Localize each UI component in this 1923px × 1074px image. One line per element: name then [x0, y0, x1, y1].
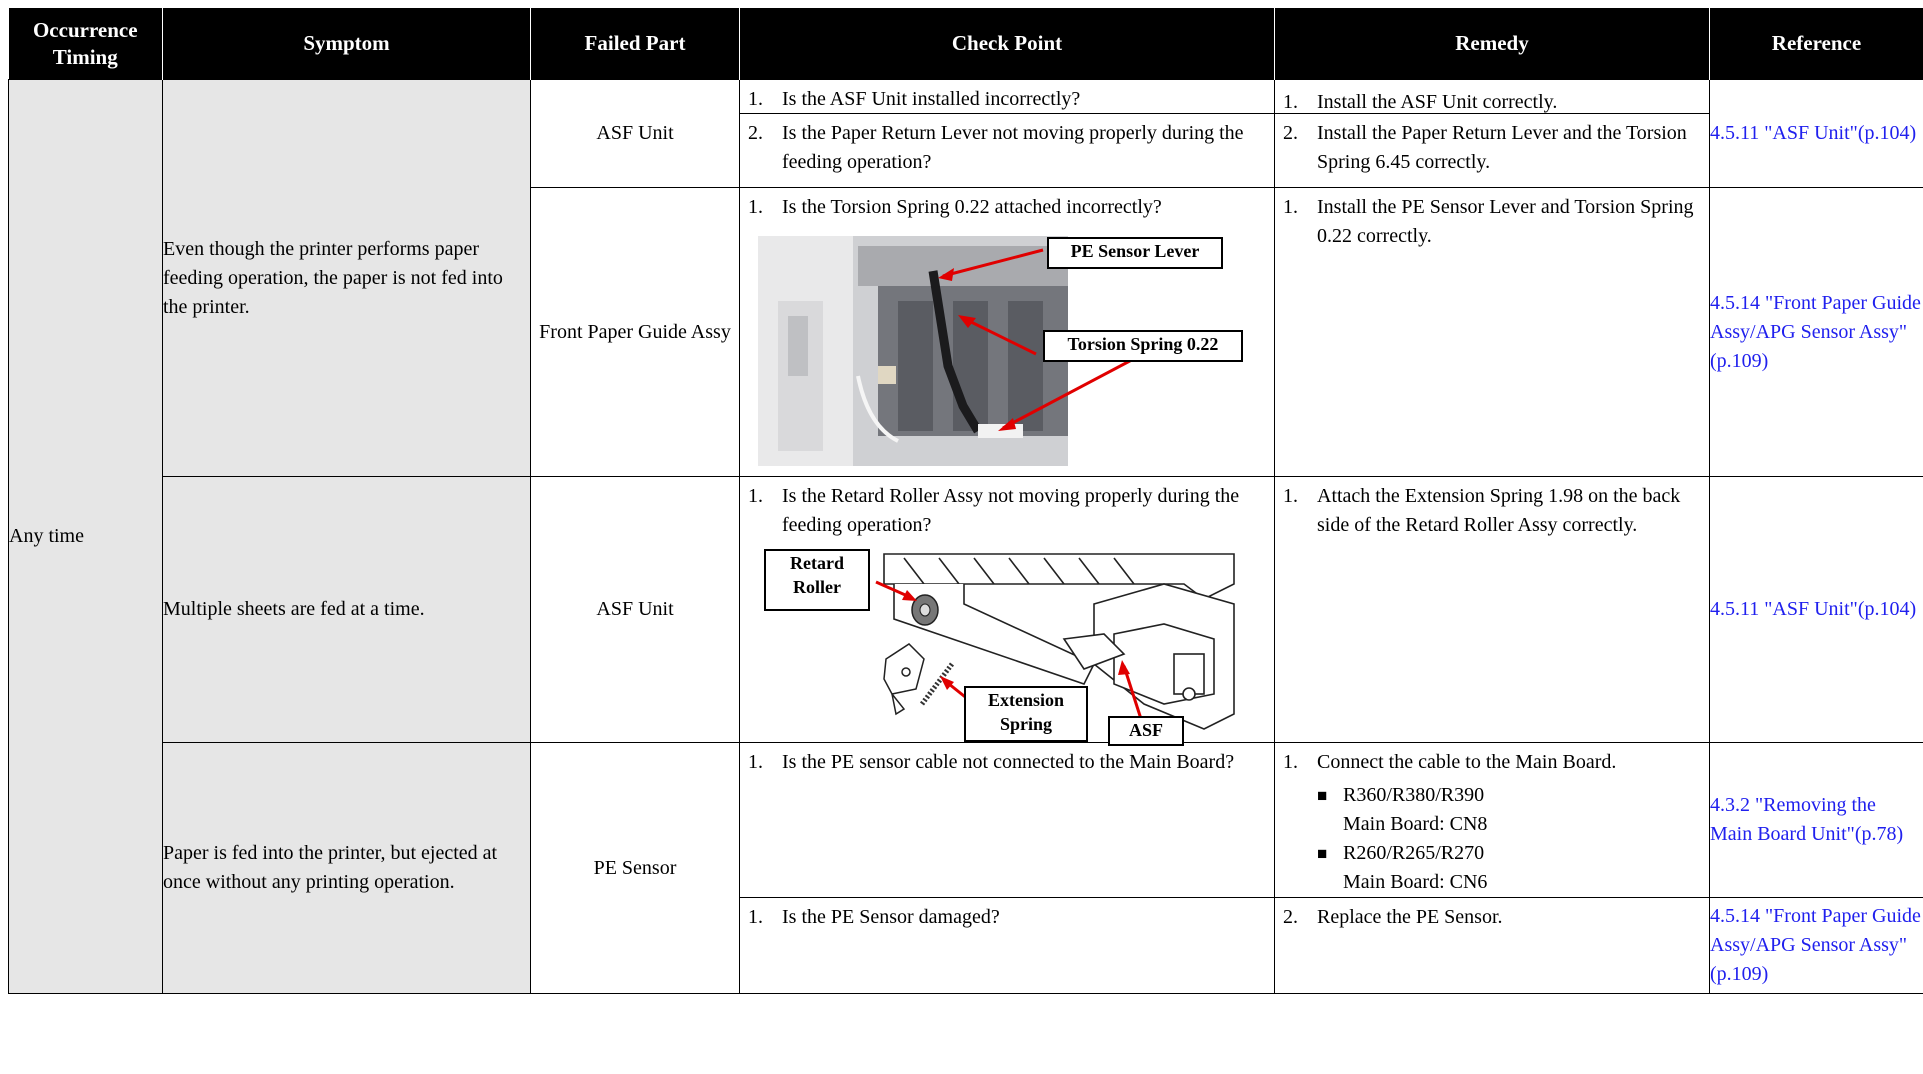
extension-spring-callout: Extension Spring: [964, 686, 1088, 742]
table-row: [9, 743, 1923, 898]
check-point-cell: [740, 898, 1275, 994]
occurrence-timing-text: Any time: [9, 525, 84, 547]
remedy-cell: [1275, 188, 1710, 477]
retard-roller-callout: Retard Roller: [764, 549, 870, 611]
check-item: 1. Is the PE sensor cable not connected to the Main Board?: [748, 751, 1235, 773]
check-point-cell: [740, 80, 1275, 188]
reference-link[interactable]: 4.5.11 "ASF Unit"(p.104): [1710, 598, 1917, 620]
remedy-item: 1. Connect the cable to the Main Board.: [1283, 751, 1617, 773]
header-reference: Reference: [1710, 8, 1923, 80]
header-occurrence-timing: Occurrence Timing: [9, 8, 163, 80]
pe-sensor-lever-figure: [758, 226, 1274, 466]
header-failed-part: Failed Part: [531, 8, 740, 80]
check-item: 1. Is the ASF Unit installed incorrectly?: [740, 80, 1274, 114]
header-remedy: Remedy: [1275, 8, 1710, 80]
list-item: ■ R260/R265/R270 Main Board: CN6: [1275, 839, 1709, 897]
check-point-cell: [740, 477, 1275, 743]
reference-link[interactable]: 4.5.14 "Front Paper Guide Assy/APG Sensor Assy"(p.109): [1710, 291, 1921, 372]
remedy-item: 1. Install the ASF Unit correctly.: [1275, 80, 1709, 114]
symptom-cell: Paper is fed into the printer, but ejected at once without any printing operation.: [163, 743, 531, 994]
remedy-cell: [1275, 898, 1710, 994]
bullet-square-icon: ■: [1317, 844, 1328, 863]
reference-cell: [1710, 898, 1923, 994]
bullet-square-icon: ■: [1317, 786, 1328, 805]
header-row: [9, 8, 1923, 80]
troubleshooting-table: [8, 8, 1923, 994]
pe-sensor-lever-callout: PE Sensor Lever: [1047, 237, 1223, 269]
check-point-cell: [740, 743, 1275, 898]
remedy-cell: [1275, 80, 1710, 188]
reference-link[interactable]: 4.5.14 "Front Paper Guide Assy/APG Sensor Assy"(p.109): [1710, 905, 1921, 985]
table-row: [9, 80, 1923, 188]
table-row: [9, 477, 1923, 743]
remedy-item: 2. Install the Paper Return Lever and the Torsion Spring 6.45 correctly.: [1283, 122, 1687, 173]
torsion-spring-callout: Torsion Spring 0.22: [1043, 330, 1243, 362]
reference-cell: [1710, 80, 1923, 188]
check-item: 1. Is the Torsion Spring 0.22 attached incorrectly?: [748, 196, 1162, 218]
header-symptom: Symptom: [163, 8, 531, 80]
reference-cell: [1710, 477, 1923, 743]
header-check-point: Check Point: [740, 8, 1275, 80]
symptom-cell: Multiple sheets are fed at a time.: [163, 477, 531, 743]
symptom-cell: Even though the printer performs paper feeding operation, the paper is not fed into the printer.: [163, 80, 531, 477]
remedy-cell: [1275, 477, 1710, 743]
asf-callout: ASF: [1108, 716, 1184, 746]
reference-link[interactable]: 4.3.2 "Removing the Main Board Unit"(p.78): [1710, 794, 1904, 845]
reference-link[interactable]: 4.5.11 "ASF Unit"(p.104): [1710, 122, 1917, 144]
failed-part-cell: PE Sensor: [531, 743, 740, 994]
check-point-cell: [740, 188, 1275, 477]
remedy-item: 1. Install the PE Sensor Lever and Torsion Spring 0.22 correctly.: [1283, 196, 1694, 247]
failed-part-cell: Front Paper Guide Assy: [531, 188, 740, 477]
remedy-cell: [1275, 743, 1710, 898]
remedy-item: 2. Replace the PE Sensor.: [1283, 906, 1503, 928]
reference-cell: [1710, 188, 1923, 477]
check-item: 1. Is the PE Sensor damaged?: [748, 906, 1000, 928]
remedy-item: 1. Attach the Extension Spring 1.98 on the back side of the Retard Roller Assy correctly.: [1283, 485, 1681, 536]
failed-part-cell: ASF Unit: [531, 477, 740, 743]
occurrence-timing-cell: [9, 80, 163, 994]
list-item: ■ R360/R380/R390 Main Board: CN8: [1275, 781, 1709, 839]
retard-roller-figure: [764, 544, 1274, 742]
reference-cell: [1710, 743, 1923, 898]
check-item: 1. Is the Retard Roller Assy not moving properly during the feeding operation?: [748, 485, 1240, 536]
check-item: 2. Is the Paper Return Lever not moving properly during the feeding operation?: [748, 122, 1244, 173]
failed-part-cell: ASF Unit: [531, 80, 740, 188]
